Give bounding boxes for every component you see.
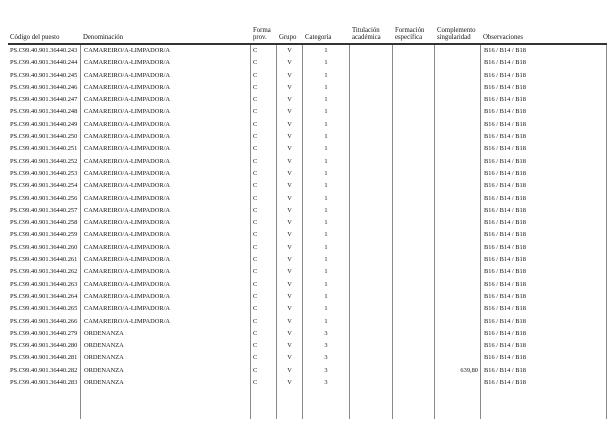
cell-titulacion	[350, 291, 393, 303]
cell-codigo: PS.C99.40.901.36440.258	[8, 217, 81, 229]
cell-formacion	[393, 303, 435, 315]
cell-codigo: PS.C99.40.901.36440.260	[8, 242, 81, 254]
cell-titulacion	[350, 303, 393, 315]
cell-forma: C	[251, 168, 277, 180]
cell-observaciones: B16 / B14 / B18	[481, 303, 607, 315]
table-row	[8, 143, 607, 155]
cell-complemento	[435, 229, 481, 241]
table-row	[8, 106, 607, 118]
cell-observaciones: B16 / B14 / B18	[481, 193, 607, 205]
cell-formacion	[393, 180, 435, 192]
cell-observaciones: B16 / B14 / B18	[481, 143, 607, 155]
cell-titulacion	[350, 266, 393, 278]
cell-codigo: PS.C99.40.901.36440.264	[8, 291, 81, 303]
table-row	[8, 242, 607, 254]
cell-forma: C	[251, 156, 277, 168]
cell-categoria: 1	[303, 254, 350, 266]
cell-forma: C	[251, 365, 277, 377]
cell-categoria: 1	[303, 266, 350, 278]
cell-codigo: PS.C99.40.901.36440.243	[8, 45, 81, 57]
cell-codigo: PS.C99.40.901.36440.251	[8, 143, 81, 155]
cell-complemento	[435, 242, 481, 254]
table-row	[8, 377, 607, 389]
cell-formacion	[393, 82, 435, 94]
cell-denominacion: CAMAREIRO/A-LIMPADOR/A	[81, 168, 251, 180]
cell-complemento	[435, 119, 481, 131]
cell-forma: C	[251, 82, 277, 94]
cell-codigo: PS.C99.40.901.36440.253	[8, 168, 81, 180]
cell-complemento	[435, 266, 481, 278]
cell-complemento	[435, 328, 481, 340]
cell-titulacion	[350, 180, 393, 192]
cell-categoria: 1	[303, 229, 350, 241]
cell-denominacion: CAMAREIRO/A-LIMPADOR/A	[81, 94, 251, 106]
cell-observaciones: B16 / B14 / B18	[481, 352, 607, 364]
cell-codigo: PS.C99.40.901.36440.282	[8, 365, 81, 377]
table-row	[8, 217, 607, 229]
cell-complemento	[435, 143, 481, 155]
cell-forma: C	[251, 340, 277, 352]
cell-denominacion: CAMAREIRO/A-LIMPADOR/A	[81, 143, 251, 155]
table-header-row	[8, 25, 607, 45]
table-row	[8, 303, 607, 315]
cell-grupo: V	[277, 131, 303, 143]
cell-complemento	[435, 106, 481, 118]
cell-formacion	[393, 266, 435, 278]
cell-observaciones: B16 / B14 / B18	[481, 242, 607, 254]
cell-formacion	[393, 94, 435, 106]
cell-codigo: PS.C99.40.901.36440.283	[8, 377, 81, 389]
cell-formacion	[393, 328, 435, 340]
cell-forma: C	[251, 242, 277, 254]
cell-forma: C	[251, 193, 277, 205]
cell-denominacion: CAMAREIRO/A-LIMPADOR/A	[81, 156, 251, 168]
cell-grupo: V	[277, 266, 303, 278]
cell-observaciones: B16 / B14 / B18	[481, 340, 607, 352]
cell-denominacion: CAMAREIRO/A-LIMPADOR/A	[81, 217, 251, 229]
cell-formacion	[393, 143, 435, 155]
column-header-titulacion: Titulación académica	[352, 26, 381, 42]
cell-observaciones: B16 / B14 / B18	[481, 70, 607, 82]
cell-categoria: 1	[303, 180, 350, 192]
table-row	[8, 316, 607, 328]
cell-forma: C	[251, 205, 277, 217]
column-header-grupo: Grupo	[279, 34, 297, 42]
cell-observaciones: B16 / B14 / B18	[481, 82, 607, 94]
cell-codigo: PS.C99.40.901.36440.249	[8, 119, 81, 131]
cell-grupo: V	[277, 242, 303, 254]
cell-codigo: PS.C99.40.901.36440.281	[8, 352, 81, 364]
cell-observaciones: B16 / B14 / B18	[481, 106, 607, 118]
cell-formacion	[393, 242, 435, 254]
cell-denominacion: CAMAREIRO/A-LIMPADOR/A	[81, 291, 251, 303]
table-row	[8, 266, 607, 278]
table-body	[8, 45, 607, 389]
cell-grupo: V	[277, 365, 303, 377]
cell-grupo: V	[277, 57, 303, 69]
cell-categoria: 1	[303, 143, 350, 155]
cell-denominacion: CAMAREIRO/A-LIMPADOR/A	[81, 242, 251, 254]
cell-grupo: V	[277, 328, 303, 340]
cell-complemento	[435, 291, 481, 303]
table-row	[8, 254, 607, 266]
cell-observaciones: B16 / B14 / B18	[481, 205, 607, 217]
cell-complemento	[435, 340, 481, 352]
cell-denominacion: CAMAREIRO/A-LIMPADOR/A	[81, 279, 251, 291]
cell-complemento	[435, 168, 481, 180]
cell-codigo: PS.C99.40.901.36440.250	[8, 131, 81, 143]
cell-complemento	[435, 193, 481, 205]
table-row	[8, 365, 607, 377]
table-trailing-space	[8, 389, 607, 419]
cell-forma: C	[251, 131, 277, 143]
cell-categoria: 1	[303, 217, 350, 229]
cell-formacion	[393, 131, 435, 143]
cell-denominacion: ORDENANZA	[81, 365, 251, 377]
cell-formacion	[393, 193, 435, 205]
cell-categoria: 1	[303, 168, 350, 180]
table-row	[8, 156, 607, 168]
cell-titulacion	[350, 119, 393, 131]
cell-grupo: V	[277, 45, 303, 57]
cell-categoria: 1	[303, 94, 350, 106]
table-row	[8, 82, 607, 94]
cell-categoria: 3	[303, 377, 350, 389]
cell-observaciones: B16 / B14 / B18	[481, 365, 607, 377]
table-row	[8, 70, 607, 82]
cell-titulacion	[350, 279, 393, 291]
cell-categoria: 1	[303, 279, 350, 291]
cell-codigo: PS.C99.40.901.36440.256	[8, 193, 81, 205]
cell-complemento	[435, 156, 481, 168]
column-header-codigo: Código del puesto	[10, 34, 60, 42]
cell-denominacion: CAMAREIRO/A-LIMPADOR/A	[81, 193, 251, 205]
positions-table	[8, 25, 607, 419]
column-header-complemento: Complemento singularidad	[437, 26, 476, 42]
cell-complemento	[435, 217, 481, 229]
cell-formacion	[393, 316, 435, 328]
cell-titulacion	[350, 352, 393, 364]
cell-observaciones: B16 / B14 / B18	[481, 57, 607, 69]
cell-grupo: V	[277, 340, 303, 352]
cell-titulacion	[350, 205, 393, 217]
cell-observaciones: B16 / B14 / B18	[481, 94, 607, 106]
cell-denominacion: CAMAREIRO/A-LIMPADOR/A	[81, 45, 251, 57]
cell-categoria: 1	[303, 193, 350, 205]
cell-forma: C	[251, 377, 277, 389]
cell-observaciones: B16 / B14 / B18	[481, 316, 607, 328]
cell-categoria: 1	[303, 156, 350, 168]
cell-categoria: 3	[303, 352, 350, 364]
cell-complemento	[435, 279, 481, 291]
table-row	[8, 279, 607, 291]
cell-grupo: V	[277, 106, 303, 118]
cell-titulacion	[350, 316, 393, 328]
table-row	[8, 291, 607, 303]
cell-observaciones: B16 / B14 / B18	[481, 180, 607, 192]
cell-observaciones: B16 / B14 / B18	[481, 168, 607, 180]
cell-titulacion	[350, 229, 393, 241]
cell-categoria: 3	[303, 365, 350, 377]
cell-complemento	[435, 316, 481, 328]
cell-complemento	[435, 254, 481, 266]
cell-complemento	[435, 45, 481, 57]
cell-categoria: 1	[303, 303, 350, 315]
cell-categoria: 3	[303, 340, 350, 352]
cell-complemento	[435, 180, 481, 192]
cell-titulacion	[350, 57, 393, 69]
cell-complemento	[435, 70, 481, 82]
cell-denominacion: CAMAREIRO/A-LIMPADOR/A	[81, 106, 251, 118]
cell-codigo: PS.C99.40.901.36440.252	[8, 156, 81, 168]
cell-formacion	[393, 45, 435, 57]
cell-forma: C	[251, 119, 277, 131]
cell-denominacion: CAMAREIRO/A-LIMPADOR/A	[81, 205, 251, 217]
cell-grupo: V	[277, 193, 303, 205]
cell-codigo: PS.C99.40.901.36440.244	[8, 57, 81, 69]
cell-formacion	[393, 340, 435, 352]
cell-codigo: PS.C99.40.901.36440.262	[8, 266, 81, 278]
cell-complemento: 639,80	[435, 365, 481, 377]
cell-denominacion: ORDENANZA	[81, 352, 251, 364]
table-row	[8, 94, 607, 106]
cell-denominacion: CAMAREIRO/A-LIMPADOR/A	[81, 316, 251, 328]
cell-categoria: 1	[303, 106, 350, 118]
cell-codigo: PS.C99.40.901.36440.265	[8, 303, 81, 315]
cell-categoria: 1	[303, 316, 350, 328]
cell-observaciones: B16 / B14 / B18	[481, 131, 607, 143]
cell-forma: C	[251, 70, 277, 82]
column-header-formacion: Formación específica	[395, 26, 425, 42]
cell-complemento	[435, 352, 481, 364]
cell-observaciones: B16 / B14 / B18	[481, 377, 607, 389]
cell-titulacion	[350, 365, 393, 377]
cell-grupo: V	[277, 316, 303, 328]
cell-denominacion: CAMAREIRO/A-LIMPADOR/A	[81, 119, 251, 131]
cell-formacion	[393, 156, 435, 168]
cell-denominacion: CAMAREIRO/A-LIMPADOR/A	[81, 70, 251, 82]
cell-observaciones: B16 / B14 / B18	[481, 156, 607, 168]
cell-categoria: 3	[303, 328, 350, 340]
cell-denominacion: CAMAREIRO/A-LIMPADOR/A	[81, 180, 251, 192]
cell-grupo: V	[277, 352, 303, 364]
cell-codigo: PS.C99.40.901.36440.261	[8, 254, 81, 266]
cell-categoria: 1	[303, 70, 350, 82]
cell-categoria: 1	[303, 242, 350, 254]
cell-titulacion	[350, 106, 393, 118]
cell-formacion	[393, 168, 435, 180]
cell-grupo: V	[277, 217, 303, 229]
cell-grupo: V	[277, 156, 303, 168]
cell-denominacion: CAMAREIRO/A-LIMPADOR/A	[81, 82, 251, 94]
cell-codigo: PS.C99.40.901.36440.257	[8, 205, 81, 217]
cell-titulacion	[350, 70, 393, 82]
cell-grupo: V	[277, 229, 303, 241]
cell-forma: C	[251, 180, 277, 192]
table-row	[8, 57, 607, 69]
cell-titulacion	[350, 82, 393, 94]
cell-categoria: 1	[303, 45, 350, 57]
table-row	[8, 131, 607, 143]
table-row	[8, 352, 607, 364]
cell-categoria: 1	[303, 82, 350, 94]
cell-formacion	[393, 229, 435, 241]
cell-formacion	[393, 205, 435, 217]
cell-forma: C	[251, 143, 277, 155]
cell-complemento	[435, 205, 481, 217]
cell-codigo: PS.C99.40.901.36440.279	[8, 328, 81, 340]
cell-grupo: V	[277, 303, 303, 315]
cell-formacion	[393, 365, 435, 377]
cell-titulacion	[350, 242, 393, 254]
cell-grupo: V	[277, 180, 303, 192]
cell-titulacion	[350, 45, 393, 57]
cell-titulacion	[350, 254, 393, 266]
cell-grupo: V	[277, 205, 303, 217]
cell-categoria: 1	[303, 57, 350, 69]
cell-codigo: PS.C99.40.901.36440.254	[8, 180, 81, 192]
table-row	[8, 168, 607, 180]
table-row	[8, 328, 607, 340]
cell-forma: C	[251, 352, 277, 364]
cell-titulacion	[350, 340, 393, 352]
cell-titulacion	[350, 328, 393, 340]
cell-observaciones: B16 / B14 / B18	[481, 119, 607, 131]
cell-complemento	[435, 94, 481, 106]
cell-titulacion	[350, 168, 393, 180]
cell-forma: C	[251, 45, 277, 57]
cell-codigo: PS.C99.40.901.36440.245	[8, 70, 81, 82]
cell-forma: C	[251, 303, 277, 315]
column-header-denominacion: Denominación	[83, 34, 124, 42]
cell-grupo: V	[277, 254, 303, 266]
column-header-forma-prov: Forma prov.	[253, 26, 271, 42]
cell-codigo: PS.C99.40.901.36440.248	[8, 106, 81, 118]
cell-categoria: 1	[303, 205, 350, 217]
table-row	[8, 205, 607, 217]
cell-grupo: V	[277, 168, 303, 180]
cell-codigo: PS.C99.40.901.36440.247	[8, 94, 81, 106]
table-row	[8, 180, 607, 192]
cell-forma: C	[251, 229, 277, 241]
cell-forma: C	[251, 279, 277, 291]
cell-codigo: PS.C99.40.901.36440.246	[8, 82, 81, 94]
cell-denominacion: CAMAREIRO/A-LIMPADOR/A	[81, 303, 251, 315]
cell-categoria: 1	[303, 119, 350, 131]
cell-titulacion	[350, 94, 393, 106]
cell-titulacion	[350, 131, 393, 143]
cell-forma: C	[251, 254, 277, 266]
cell-formacion	[393, 377, 435, 389]
table-row	[8, 193, 607, 205]
cell-observaciones: B16 / B14 / B18	[481, 328, 607, 340]
table-row	[8, 45, 607, 57]
column-header-categoria: Categoría	[305, 34, 332, 42]
cell-observaciones: B16 / B14 / B18	[481, 217, 607, 229]
cell-forma: C	[251, 266, 277, 278]
cell-categoria: 1	[303, 291, 350, 303]
cell-titulacion	[350, 377, 393, 389]
cell-observaciones: B16 / B14 / B18	[481, 45, 607, 57]
column-header-observaciones: Observaciones	[483, 34, 524, 42]
cell-forma: C	[251, 316, 277, 328]
cell-forma: C	[251, 94, 277, 106]
cell-formacion	[393, 57, 435, 69]
cell-titulacion	[350, 143, 393, 155]
cell-forma: C	[251, 217, 277, 229]
cell-formacion	[393, 352, 435, 364]
cell-codigo: PS.C99.40.901.36440.280	[8, 340, 81, 352]
cell-forma: C	[251, 57, 277, 69]
cell-codigo: PS.C99.40.901.36440.266	[8, 316, 81, 328]
table-row	[8, 229, 607, 241]
cell-complemento	[435, 377, 481, 389]
cell-formacion	[393, 106, 435, 118]
cell-complemento	[435, 303, 481, 315]
cell-formacion	[393, 70, 435, 82]
cell-grupo: V	[277, 377, 303, 389]
cell-formacion	[393, 291, 435, 303]
cell-titulacion	[350, 217, 393, 229]
cell-observaciones: B16 / B14 / B18	[481, 279, 607, 291]
cell-denominacion: CAMAREIRO/A-LIMPADOR/A	[81, 57, 251, 69]
cell-codigo: PS.C99.40.901.36440.259	[8, 229, 81, 241]
cell-complemento	[435, 82, 481, 94]
cell-formacion	[393, 279, 435, 291]
cell-observaciones: B16 / B14 / B18	[481, 291, 607, 303]
cell-grupo: V	[277, 119, 303, 131]
cell-complemento	[435, 57, 481, 69]
cell-forma: C	[251, 328, 277, 340]
cell-formacion	[393, 254, 435, 266]
cell-denominacion: ORDENANZA	[81, 328, 251, 340]
cell-observaciones: B16 / B14 / B18	[481, 229, 607, 241]
cell-grupo: V	[277, 82, 303, 94]
cell-denominacion: CAMAREIRO/A-LIMPADOR/A	[81, 229, 251, 241]
cell-denominacion: CAMAREIRO/A-LIMPADOR/A	[81, 131, 251, 143]
cell-titulacion	[350, 156, 393, 168]
cell-categoria: 1	[303, 131, 350, 143]
cell-formacion	[393, 119, 435, 131]
cell-forma: C	[251, 291, 277, 303]
cell-grupo: V	[277, 143, 303, 155]
cell-denominacion: ORDENANZA	[81, 377, 251, 389]
cell-observaciones: B16 / B14 / B18	[481, 254, 607, 266]
cell-grupo: V	[277, 291, 303, 303]
table-row	[8, 340, 607, 352]
cell-formacion	[393, 217, 435, 229]
cell-grupo: V	[277, 70, 303, 82]
table-row	[8, 119, 607, 131]
cell-denominacion: CAMAREIRO/A-LIMPADOR/A	[81, 254, 251, 266]
cell-observaciones: B16 / B14 / B18	[481, 266, 607, 278]
cell-denominacion: ORDENANZA	[81, 340, 251, 352]
cell-codigo: PS.C99.40.901.36440.263	[8, 279, 81, 291]
cell-titulacion	[350, 193, 393, 205]
cell-grupo: V	[277, 279, 303, 291]
cell-forma: C	[251, 106, 277, 118]
cell-denominacion: CAMAREIRO/A-LIMPADOR/A	[81, 266, 251, 278]
cell-complemento	[435, 131, 481, 143]
cell-grupo: V	[277, 94, 303, 106]
